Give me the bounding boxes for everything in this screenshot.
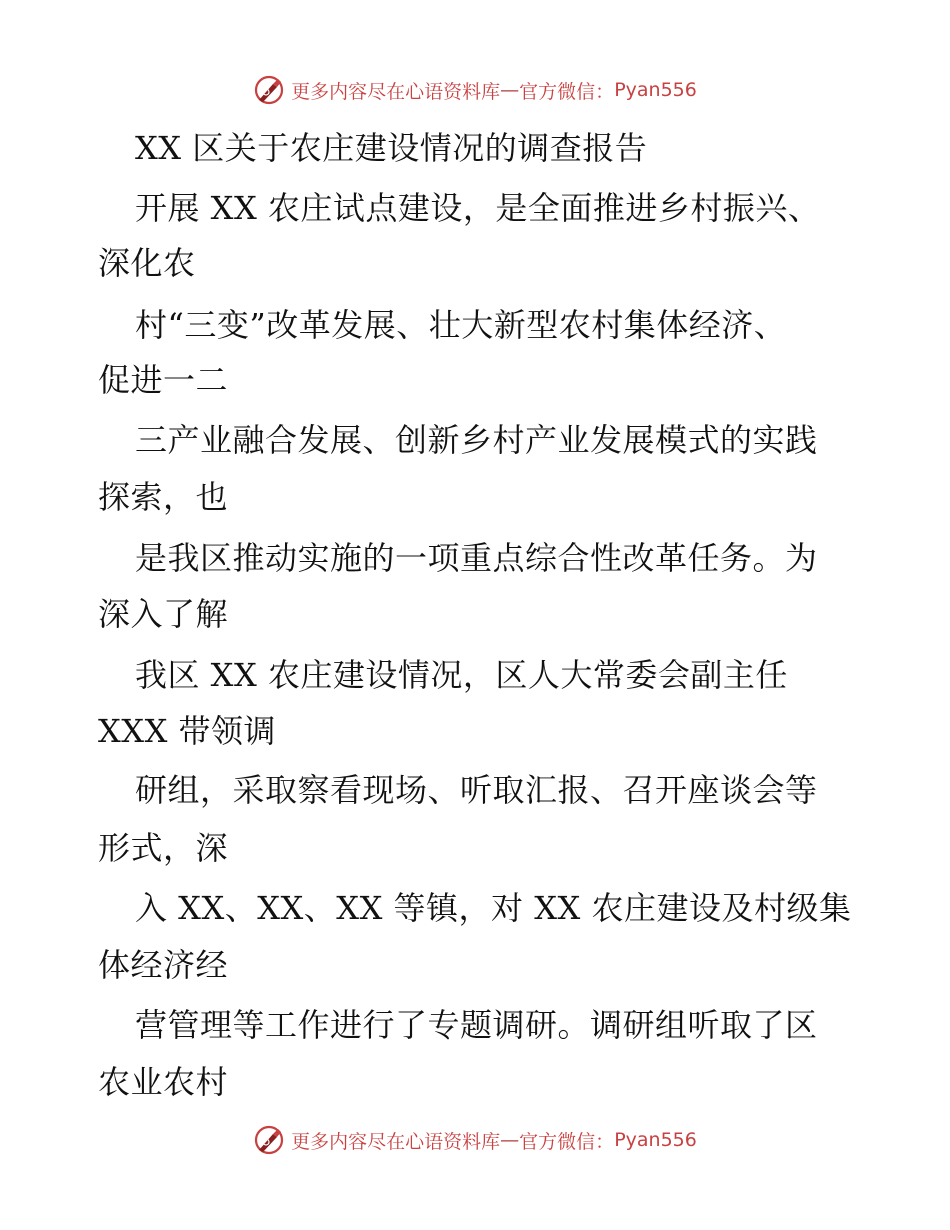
footer-contact-label: 官方微信： [519, 1130, 615, 1153]
paragraph-line: 三产业融合发展、创新乡村产业发展模式的实践 [135, 421, 818, 459]
header-slogan: 更多内容尽在心语资料库 [291, 80, 501, 103]
footer-contact-handle: Pyan556 [614, 1129, 697, 1151]
paragraph-line: 体经济经 [98, 946, 229, 984]
pen-logo-icon [253, 1124, 285, 1156]
paragraph-line: 探索，也 [98, 478, 229, 516]
paragraph-line: 村“三变”改革发展、壮大新型农村集体经济、 [135, 306, 787, 344]
footer-slogan: 更多内容尽在心语资料库 [291, 1130, 501, 1153]
paragraph-line: 研组，采取察看现场、听取汇报、召开座谈会等 [135, 771, 818, 809]
header-watermark [0, 70, 950, 110]
paragraph-line: 深入了解 [98, 595, 229, 633]
header-contact-handle: Pyan556 [614, 79, 697, 101]
footer-separator: — [500, 1129, 520, 1151]
paragraph-line: 深化农 [98, 244, 196, 282]
paragraph-line: 促进一二 [98, 361, 229, 399]
paragraph-line: 营管理等工作进行了专题调研。调研组听取了区 [135, 1006, 818, 1044]
paragraph-line: 形式，深 [98, 829, 229, 867]
paragraph-line: 农业农村 [98, 1063, 229, 1101]
document-title: XX 区关于农庄建设情况的调查报告 [135, 129, 648, 167]
paragraph-line: XXX 带领调 [98, 712, 277, 750]
paragraph-line: 我区 XX 农庄建设情况，区人大常委会副主任 [135, 656, 788, 694]
paragraph-line: 开展 XX 农庄试点建设，是全面推进乡村振兴、 [135, 189, 821, 227]
pen-logo-icon [253, 74, 285, 106]
footer-watermark [0, 1120, 950, 1160]
header-contact-label: 官方微信： [519, 80, 615, 103]
header-separator: — [500, 79, 520, 101]
paragraph-line: 是我区推动实施的一项重点综合性改革任务。为 [135, 539, 818, 577]
paragraph-line: 入 XX、XX、XX 等镇，对 XX 农庄建设及村级集 [135, 889, 852, 927]
